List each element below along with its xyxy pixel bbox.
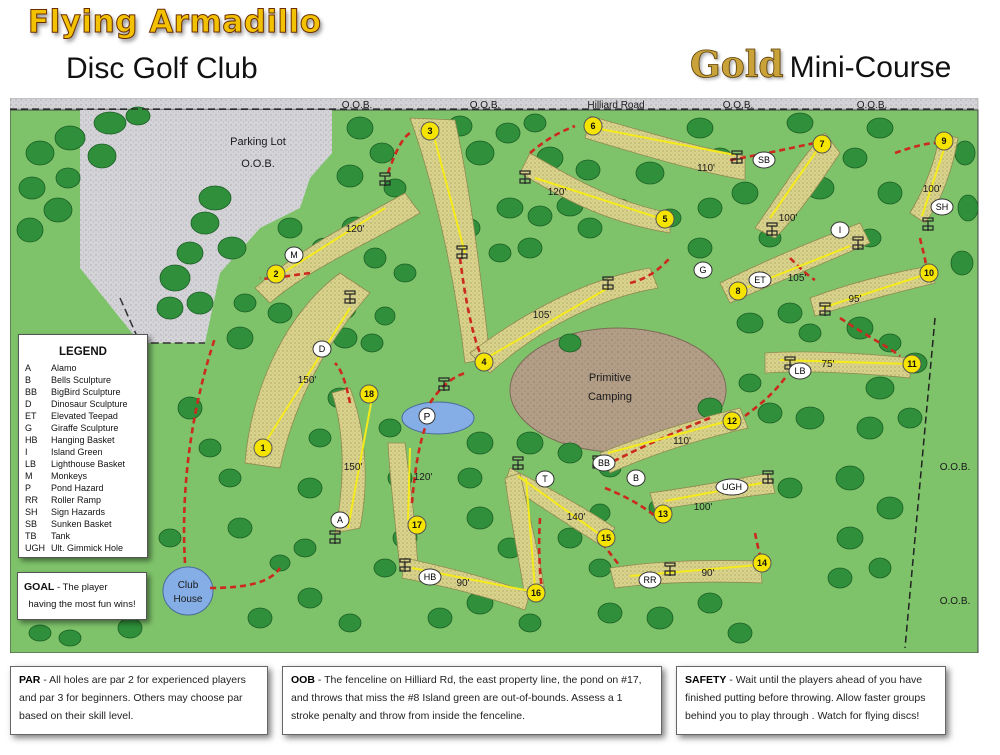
distance-label: 105' [532,310,552,321]
hole-marker [408,516,426,534]
hole-number: 14 [756,558,768,568]
legend-name: Island Green [51,447,103,457]
distance-label: 120' [413,472,433,483]
hole-number: 5 [662,214,668,224]
hole-marker [920,264,938,282]
legend-name: Dinosaur Sculpture [51,399,128,409]
parking-lot-label: Parking Lot [230,136,286,148]
hole-number: 16 [530,588,542,598]
legend-title: LEGEND [59,346,107,358]
legend-code: SB [25,519,38,529]
distance-label: 100' [922,184,942,195]
safety-note [676,666,946,735]
legend-item [19,410,147,422]
par-note [10,666,268,735]
club-house [163,567,213,615]
hole-number: 7 [819,139,825,149]
hole-number: 13 [657,509,669,519]
feature-marker [285,247,303,263]
legend-code: HB [25,435,38,445]
hole-marker [527,584,545,602]
legend-code: B [25,375,32,385]
feature-marker [716,479,748,495]
hole-marker [360,385,378,403]
legend-name: Tank [51,531,71,541]
feature-label: ET [754,275,766,285]
legend-name: BigBird Sculpture [51,387,121,397]
legend-name: Lighthouse Basket [51,459,126,469]
feature-marker [419,569,441,585]
feature-marker [313,341,331,357]
legend-item [19,494,147,506]
legend-name: Monkeys [51,471,88,481]
oob-label: OOB [291,674,315,686]
legend-code: LB [25,459,37,469]
camping-label: Primitive [588,372,632,384]
hole-number: 6 [590,121,596,131]
feature-marker [593,455,615,471]
feature-label: I [838,225,842,235]
legend-name: Sunken Basket [51,519,112,529]
feature-marker [789,363,811,379]
legend-code: M [25,471,33,481]
distance-label: 95' [848,294,862,305]
feature-label: D [318,344,326,354]
hole-marker [267,265,285,283]
club-subtitle: Disc Golf Club [66,52,258,85]
feature-marker [331,512,349,528]
hole-number: 11 [907,359,917,369]
oob-note [282,666,662,735]
feature-label: UGH [722,482,742,492]
hole-number: 4 [481,357,487,367]
legend-name: Roller Ramp [51,495,102,505]
legend-name: Giraffe Sculpture [51,423,119,433]
hole-marker [656,210,674,228]
par-label: PAR [19,674,41,686]
feature-marker [536,471,554,487]
oob-east-lower: O.O.B. [939,596,971,607]
legend-code: BB [25,387,38,397]
legend-item [19,446,147,458]
feature-label: M [290,250,298,260]
hole-number: 18 [363,389,375,399]
legend-item [19,506,147,518]
feature-marker [931,199,953,215]
distance-label: 100' [693,502,713,513]
feature-label: HB [423,572,437,582]
feature-label: B [632,473,640,483]
legend-item [19,374,147,386]
feature-label: A [336,515,344,525]
camping-label: Camping [587,391,633,403]
pond-marker-label: P [423,412,431,423]
course-word: Gold [690,44,784,86]
legend-name: Alamo [51,363,77,373]
distance-label: 120' [547,187,567,198]
legend-code: G [25,423,33,433]
distance-label: 105' [787,273,807,284]
hole-number: 17 [411,520,423,530]
feature-label: SH [935,202,949,212]
feature-marker [627,470,645,486]
oob-east-upper: O.O.B. [939,462,971,473]
legend-name: Hanging Basket [51,435,115,445]
hole-number: 1 [260,443,266,453]
hole-marker [903,355,921,373]
hole-number: 2 [273,269,279,279]
feature-label: LB [794,366,806,376]
goal-label: GOAL [24,581,55,593]
legend-code: A [25,363,32,373]
legend-item [19,398,147,410]
safety-text: - Wait until the players ahead of you have finished putting before throwing. Allow faster groups behind you to play through . Watch for flying discs! [685,674,926,722]
legend-item [19,542,147,554]
hole-number: 8 [735,286,741,296]
legend-name: Bells Sculpture [51,375,112,385]
hole-marker [597,529,615,547]
distance-label: 150' [297,375,317,386]
top-label: Hilliard Road [587,100,645,111]
hole-marker [813,135,831,153]
hole-marker [723,412,741,430]
feature-marker [753,152,775,168]
oob-text: - The fenceline on Hilliard Rd, the east property line, the pond on #17, and throws that miss the #8 Island green are out-of-bounds. Assess a 1 stroke penalty and throw from inside the fenceline. [291,674,642,722]
club-house-label: Club [177,580,199,591]
feature-label: SB [757,155,771,165]
distance-label: 90' [701,568,715,579]
hole-number: 10 [923,268,935,278]
hole-marker [935,132,953,150]
legend-item [19,386,147,398]
feature-marker [639,572,661,588]
legend-item [19,518,147,530]
legend-code: UGH [25,543,45,553]
legend-item [19,362,147,374]
hole-marker [729,282,747,300]
legend-code: P [25,483,32,493]
par-text: - All holes are par 2 for experienced players and par 3 for beginners. Others may choose par based on their skill level. [19,674,246,722]
club-house-label: House [173,594,203,605]
hole-number: 9 [941,136,947,146]
legend-name: Sign Hazards [51,507,106,517]
distance-label: 90' [456,578,470,589]
legend-item [19,434,147,446]
hole-number: 15 [600,533,612,543]
hole-marker [654,505,672,523]
top-label: O.O.B. [469,100,501,111]
parking-oob-label: O.O.B. [241,158,275,170]
goal-line1: - The player [56,582,108,593]
legend-item [19,422,147,434]
distance-label: 140' [566,512,586,523]
legend-name: Pond Hazard [51,483,104,493]
feature-marker [749,272,771,288]
legend [18,334,148,558]
distance-label: 150' [343,462,363,473]
top-label: O.O.B. [856,100,888,111]
course-map [10,98,980,653]
legend-name: Elevated Teepad [51,411,118,421]
hole-number: 3 [427,126,433,136]
legend-name: Ult. Gimmick Hole [51,543,124,553]
feature-label: BB [597,458,611,468]
legend-item [19,482,147,494]
feature-marker [831,222,849,238]
legend-code: D [25,399,32,409]
course-name: Mini-Course [789,51,952,84]
feature-label: RR [643,575,657,585]
legend-item [19,470,147,482]
legend-item [19,458,147,470]
goal-line2: having the most fun wins! [28,599,136,610]
feature-label: T [542,474,548,484]
hole-marker [254,439,272,457]
distance-label: 75' [821,359,835,370]
goal-box [17,572,147,620]
hole-marker [421,122,439,140]
hole-marker [753,554,771,572]
legend-code: RR [25,495,38,505]
brand-title: Flying Armadillo [28,4,322,40]
legend-item [19,530,147,542]
legend-code: I [25,447,28,457]
feature-label: G [699,265,707,275]
legend-code: ET [25,411,37,421]
safety-label: SAFETY [685,674,727,686]
distance-label: 110' [697,163,715,174]
legend-code: TB [25,531,37,541]
distance-label: 110' [673,436,691,447]
top-label: O.O.B. [722,100,754,111]
top-label: O.O.B. [341,100,373,111]
course-title [690,44,951,86]
legend-code: SH [25,507,38,517]
pond [402,402,474,434]
feature-marker [694,262,712,278]
hole-number: 12 [726,416,738,426]
distance-label: 100' [778,213,798,224]
hole-marker [584,117,602,135]
hole-marker [475,353,493,371]
distance-label: 120' [345,224,365,235]
